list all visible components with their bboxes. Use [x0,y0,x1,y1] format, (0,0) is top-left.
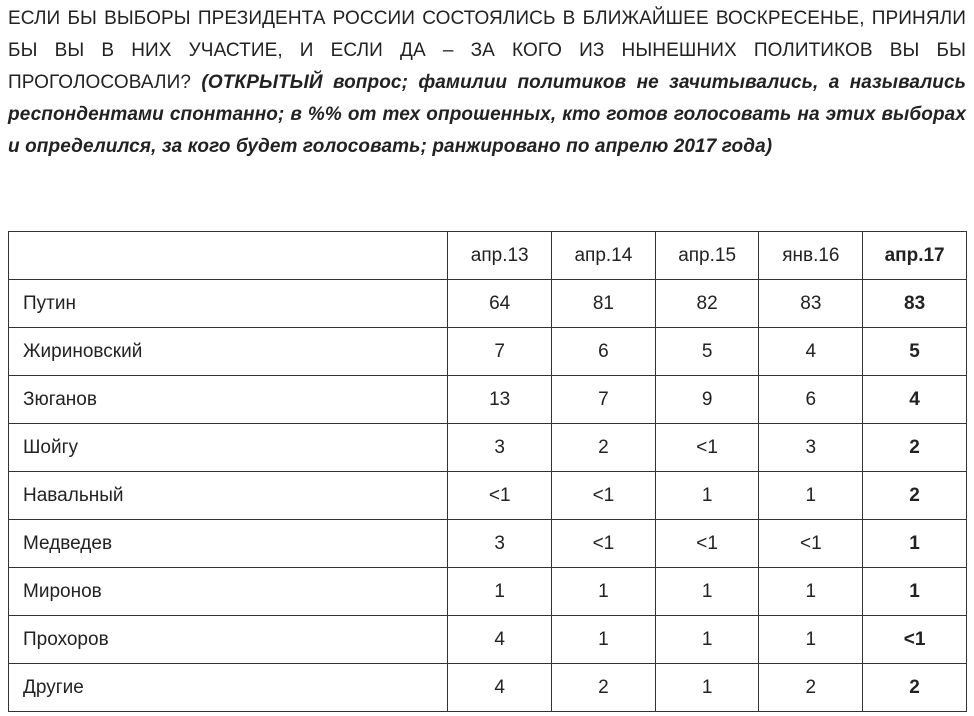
table-row [9,280,967,328]
value-cell: 1 [552,568,656,616]
politician-name: Другие [9,664,448,712]
column-header: апр.13 [448,232,552,280]
value-cell: 13 [448,376,552,424]
value-cell: 4 [448,664,552,712]
question-text: ЕСЛИ БЫ ВЫБОРЫ ПРЕЗИДЕНТА РОССИИ СОСТОЯЛИСЬ В БЛИЖАЙШЕЕ ВОСКРЕСЕНЬЕ, ПРИНЯЛИ БЫ ВЫ В НИХ УЧАСТИЕ, И ЕСЛИ ДА – ЗА КОГО ИЗ НЫНЕШНИХ ПОЛИТИКОВ ВЫ БЫ ПРОГОЛОСОВАЛИ? [8,8,966,93]
table-row [9,520,967,568]
table-header-row [9,232,967,280]
value-cell: <1 [552,520,656,568]
politician-name: Прохоров [9,616,448,664]
politician-name: Навальный [9,472,448,520]
value-cell: 1 [655,616,759,664]
value-cell: 6 [552,328,656,376]
value-cell: <1 [863,616,967,664]
value-cell: 1 [759,616,863,664]
value-cell: 2 [863,472,967,520]
header-empty-cell [9,232,448,280]
politician-name: Путин [9,280,448,328]
politician-name: Зюганов [9,376,448,424]
value-cell: 7 [448,328,552,376]
value-cell: 82 [655,280,759,328]
value-cell: 64 [448,280,552,328]
value-cell: 7 [552,376,656,424]
value-cell: 1 [759,568,863,616]
value-cell: <1 [655,424,759,472]
politician-name: Жириновский [9,328,448,376]
table-row [9,376,967,424]
table-row [9,472,967,520]
table-row [9,664,967,712]
value-cell: 3 [448,424,552,472]
column-header: апр.15 [655,232,759,280]
value-cell: 1 [759,472,863,520]
value-cell: 2 [863,664,967,712]
results-table [8,231,967,712]
value-cell: 2 [552,424,656,472]
value-cell: 83 [759,280,863,328]
survey-question [8,3,966,163]
value-cell: 1 [863,520,967,568]
politician-name: Миронов [9,568,448,616]
value-cell: <1 [448,472,552,520]
table-row [9,424,967,472]
value-cell: 1 [655,472,759,520]
value-cell: 1 [863,568,967,616]
table-row [9,328,967,376]
value-cell: 5 [863,328,967,376]
value-cell: 1 [655,664,759,712]
value-cell: 6 [759,376,863,424]
value-cell: 9 [655,376,759,424]
table-row [9,616,967,664]
value-cell: 2 [552,664,656,712]
value-cell: 2 [759,664,863,712]
value-cell: 4 [448,616,552,664]
value-cell: 4 [863,376,967,424]
column-header: апр.14 [552,232,656,280]
value-cell: 1 [552,616,656,664]
value-cell: <1 [655,520,759,568]
politician-name: Медведев [9,520,448,568]
value-cell: 83 [863,280,967,328]
question-note: (ОТКРЫТЫЙ вопрос; фамилии политиков не зачитывались, а назывались респондентами спонтанно; в %% от тех опрошенных, кто готов голосовать на этих выборах и определился, за кого будет голосовать; ранжировано по апрелю 2017 года) [8,72,966,157]
column-header-current: апр.17 [863,232,967,280]
value-cell: 2 [863,424,967,472]
value-cell: <1 [552,472,656,520]
value-cell: 3 [759,424,863,472]
value-cell: 1 [448,568,552,616]
table-row [9,568,967,616]
value-cell: 1 [655,568,759,616]
value-cell: 4 [759,328,863,376]
value-cell: 81 [552,280,656,328]
column-header: янв.16 [759,232,863,280]
politician-name: Шойгу [9,424,448,472]
value-cell: 3 [448,520,552,568]
value-cell: 5 [655,328,759,376]
value-cell: <1 [759,520,863,568]
